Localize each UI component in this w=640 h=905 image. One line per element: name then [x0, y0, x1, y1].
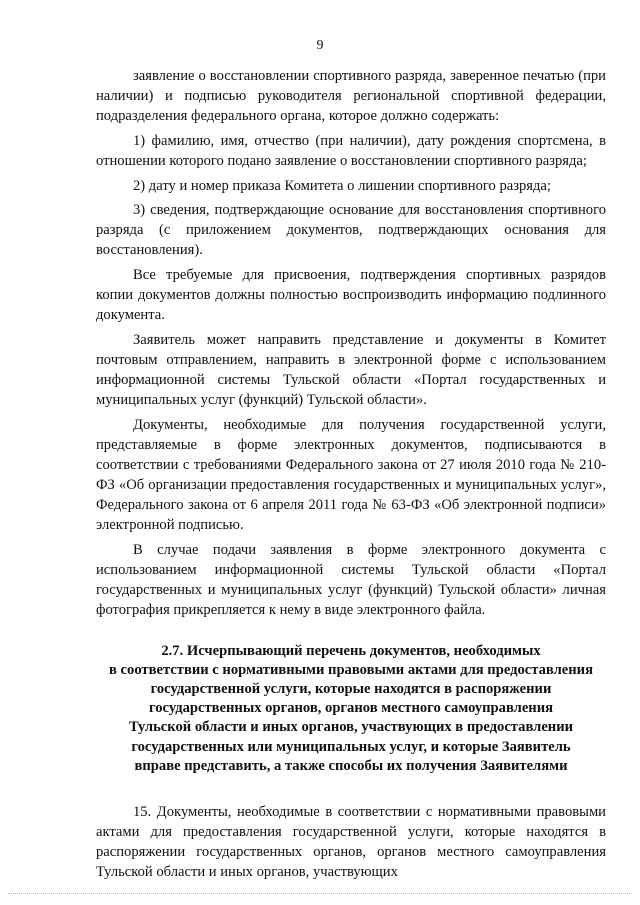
paragraph-15: 15. Документы, необходимые в соответствии с нормативными правовыми актами для предоставления государственной услуги, которые находятся в распоряжении государственных органов, органов местного самоуправления Тульской области и иных органов, участвующих: [96, 804, 606, 880]
paragraph-2: 1) фамилию, имя, отчество (при наличии), дату рождения спортсмена, в отношении которого подано заявление о восстановлении спортивного разряда;: [96, 132, 606, 169]
paragraph-7: Документы, необходимые для получения государственной услуги, представляемые в форме электронных документов, подписываются в соответствии с требованиями Федерального закона от 27 июля 2010 года № 210-ФЗ «Об организации предоставления государственных и муниципальных услуг», Федерального закона от 6 апреля 2011 года № 63-ФЗ «Об электронной подписи» электронной подписью.: [96, 416, 606, 533]
paragraph-4: 3) сведения, подтверждающие основание для восстановления спортивного разряда (с приложением документов, подтверждающих основания для восстановления).: [96, 202, 606, 259]
paragraph-5: Все требуемые для присвоения, подтверждения спортивных разрядов копии документов должны полностью воспроизводить информацию подлинного документа.: [96, 267, 606, 324]
scan-artifact-dotted-line: [8, 893, 632, 896]
paragraph-8: В случае подачи заявления в форме электронного документа с использованием информационной системы Тульской области «Портал государственных и муниципальных услуг (функций) Тульской области» личная фотография прикрепляется к нему в виде электронного файла.: [96, 541, 606, 618]
paragraph-6: Заявитель может направить представление и документы в Комитет почтовым отправлением, направить в электронной форме с использованием информационной системы Тульской области «Портал государственных и муниципальных услуг (функций) Тульской области».: [96, 331, 606, 408]
paragraph-3: 2) дату и номер приказа Комитета о лишении спортивного разряда;: [133, 177, 551, 194]
page-number: 9: [316, 38, 324, 53]
document-body: [96, 66, 606, 887]
section-heading: 2.7. Исчерпывающий перечень документов, необходимых в соответствии с нормативными правовыми актами для предоставления государственной услуги, которые находятся в распоряжении государственных органов, органов местного самоуправления Тульской области и иных органов, участвующих в предоставлении государственных или муниципальных услуг, и которые Заявитель вправе представить, а также способы их получения Заявителями: [109, 642, 593, 774]
paragraph-1: заявление о восстановлении спортивного разряда, заверенное печатью (при наличии) и подписью руководителя региональной спортивной федерации, подразделения федерального органа, которое должно содержать:: [96, 68, 606, 124]
